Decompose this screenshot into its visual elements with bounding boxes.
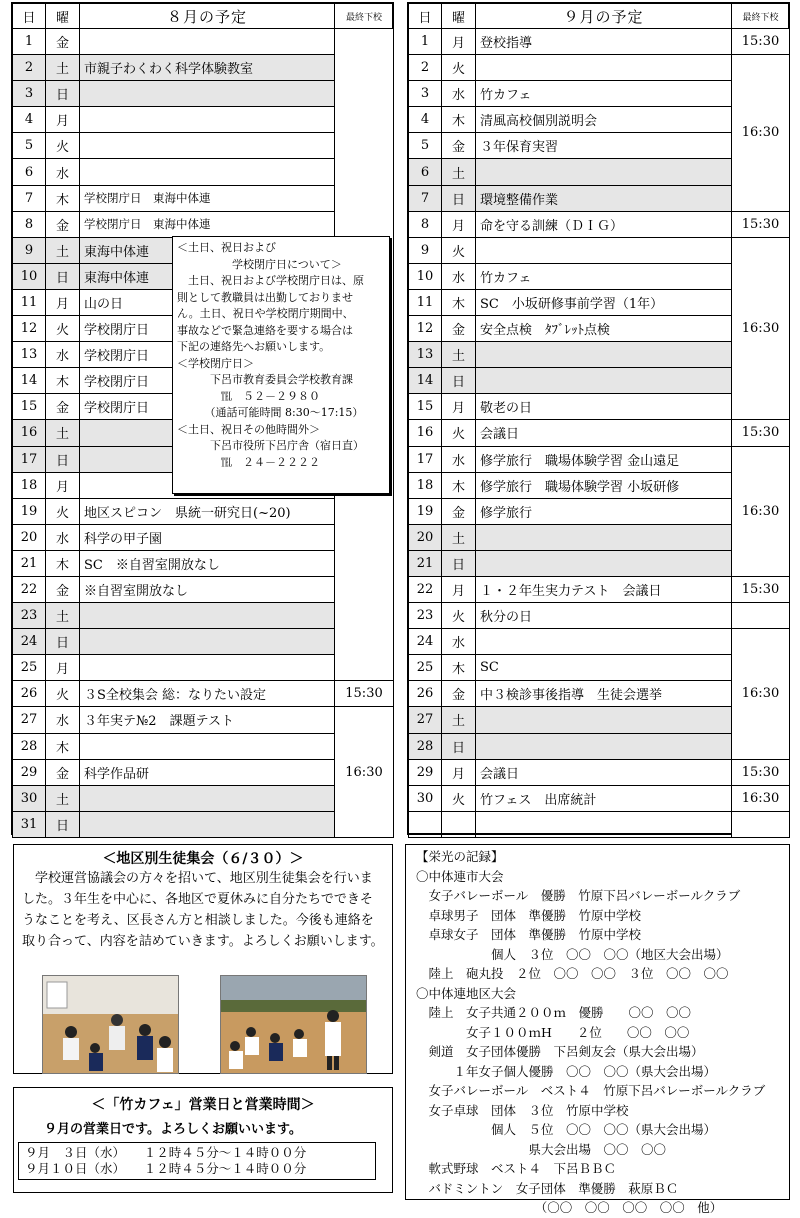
weekday-cell: 日 bbox=[442, 368, 476, 394]
weekday-cell: 火 bbox=[46, 316, 80, 342]
event-cell: 環境整備作業 bbox=[476, 185, 732, 211]
weekday-cell: 火 bbox=[46, 498, 80, 524]
record-line: （〇〇 〇〇 〇〇 〇〇 他） bbox=[416, 1200, 723, 1215]
weekday-cell: 日 bbox=[46, 446, 80, 472]
weekday-cell: 水 bbox=[442, 81, 476, 107]
record-line: 県大会出場 〇〇 〇〇 bbox=[416, 1141, 667, 1157]
weekday-cell: 土 bbox=[46, 420, 80, 446]
day-cell: 19 bbox=[13, 498, 46, 524]
schedule-row bbox=[409, 785, 790, 811]
day-cell: 2 bbox=[409, 55, 442, 81]
event-cell bbox=[476, 368, 732, 394]
event-cell: 秋分の日 bbox=[476, 603, 732, 629]
day-cell: 12 bbox=[13, 316, 46, 342]
schedule-row bbox=[409, 811, 790, 837]
cafe-title: ＜「竹カフェ」営業日と営業時間＞ bbox=[91, 1097, 315, 1113]
cafe-subtitle: ９月の営業日です。よろしくお願いいます。 bbox=[44, 1122, 302, 1137]
event-cell: １・２年生実力テスト 会議日 bbox=[476, 576, 732, 602]
weekday-cell: 木 bbox=[442, 107, 476, 133]
weekday-cell: 日 bbox=[442, 733, 476, 759]
record-line: 個人 ５位 〇〇 〇〇（県大会出場） bbox=[416, 1122, 717, 1137]
dismissal-time-cell: 15:30 bbox=[732, 420, 790, 446]
event-cell: 山の日 bbox=[80, 289, 335, 315]
day-cell: 28 bbox=[13, 733, 46, 759]
record-line: 〇中体連市大会 bbox=[416, 868, 504, 884]
weekday-cell: 木 bbox=[442, 655, 476, 681]
weekday-header: 曜 bbox=[442, 4, 476, 29]
event-cell: 科学の甲子園 bbox=[80, 524, 335, 550]
august-title: ８月の予定 bbox=[80, 4, 335, 29]
dismissal-time-cell bbox=[732, 811, 790, 837]
assembly-report-box bbox=[13, 844, 393, 1074]
weekday-cell: 土 bbox=[46, 603, 80, 629]
day-cell: 30 bbox=[13, 785, 46, 811]
dismissal-time-cell: 16:30 bbox=[335, 707, 394, 837]
day-cell: 17 bbox=[409, 446, 442, 472]
day-cell: 7 bbox=[13, 185, 46, 211]
record-line: 陸上 女子共通２００ｍ 優勝 〇〇 〇〇 bbox=[416, 1005, 692, 1020]
day-cell: 27 bbox=[409, 707, 442, 733]
weekday-cell: 月 bbox=[442, 394, 476, 420]
event-cell bbox=[476, 524, 732, 550]
day-cell: 16 bbox=[409, 420, 442, 446]
event-cell: 登校指導 bbox=[476, 29, 732, 55]
notice-line: ℡ ２４－２２２２ bbox=[177, 455, 320, 469]
event-cell: ３年実テ№2 課題テスト bbox=[80, 707, 335, 733]
weekday-cell: 金 bbox=[46, 576, 80, 602]
event-cell bbox=[476, 159, 732, 185]
day-cell: 25 bbox=[13, 655, 46, 681]
day-cell: 9 bbox=[409, 237, 442, 263]
notice-line: 土日、祝日および学校閉庁日は、原 bbox=[177, 274, 364, 287]
record-line: 女子バレーボール ベスト４ 竹原下呂バレーボールクラブ bbox=[416, 1083, 766, 1098]
day-cell: 13 bbox=[13, 342, 46, 368]
records-box bbox=[405, 844, 790, 1215]
assembly-title: ＜地区別生徒集会（６/３０）＞ bbox=[102, 851, 304, 867]
weekday-cell: 水 bbox=[46, 524, 80, 550]
event-cell bbox=[80, 629, 335, 655]
event-cell bbox=[476, 811, 732, 837]
day-cell: 11 bbox=[13, 289, 46, 315]
event-cell bbox=[80, 159, 335, 185]
weekday-cell: 月 bbox=[46, 655, 80, 681]
day-cell: 22 bbox=[13, 576, 46, 602]
event-cell: 科学作品研 bbox=[80, 759, 335, 785]
event-cell bbox=[476, 237, 732, 263]
day-cell: 4 bbox=[409, 107, 442, 133]
weekday-cell: 金 bbox=[442, 133, 476, 159]
weekday-cell: 月 bbox=[442, 759, 476, 785]
event-cell bbox=[476, 342, 732, 368]
weekday-cell: 金 bbox=[46, 394, 80, 420]
day-cell: 29 bbox=[13, 759, 46, 785]
september-title: ９月の予定 bbox=[476, 4, 732, 29]
day-cell: 4 bbox=[13, 107, 46, 133]
day-cell: 20 bbox=[409, 524, 442, 550]
day-cell: 27 bbox=[13, 707, 46, 733]
day-cell: 5 bbox=[13, 133, 46, 159]
event-cell: 学校閉庁日 東海中体連 bbox=[80, 185, 335, 211]
closure-notice-box bbox=[172, 236, 390, 494]
event-cell: SC 小坂研修事前学習（1年） bbox=[476, 289, 732, 315]
day-cell: 29 bbox=[409, 759, 442, 785]
day-cell: 18 bbox=[409, 472, 442, 498]
event-cell bbox=[80, 107, 335, 133]
record-line: 女子卓球 団体 ３位 竹原中学校 bbox=[416, 1102, 629, 1118]
schedule-row bbox=[409, 759, 790, 785]
weekday-cell: 金 bbox=[442, 498, 476, 524]
schedule-row bbox=[409, 29, 790, 55]
weekday-cell: 木 bbox=[46, 733, 80, 759]
weekday-cell: 水 bbox=[442, 629, 476, 655]
weekday-cell: 火 bbox=[442, 55, 476, 81]
day-cell: 30 bbox=[409, 785, 442, 811]
record-line: 個人 ３位 〇〇 〇〇（地区大会出場） bbox=[416, 946, 729, 962]
day-cell: 15 bbox=[409, 394, 442, 420]
schedule-row bbox=[13, 707, 394, 733]
event-cell bbox=[476, 550, 732, 576]
weekday-cell: 月 bbox=[442, 29, 476, 55]
notice-line: 下呂市教育委員会学校教育課 bbox=[177, 373, 353, 386]
weekday-cell: 日 bbox=[442, 550, 476, 576]
event-cell: 学校閉庁日 bbox=[80, 368, 335, 394]
weekday-cell: 月 bbox=[46, 472, 80, 498]
event-cell bbox=[80, 811, 335, 837]
schedule-row bbox=[13, 681, 394, 707]
weekday-cell: 火 bbox=[46, 133, 80, 159]
dismissal-time-cell: 15:30 bbox=[732, 29, 790, 55]
day-header: 日 bbox=[13, 4, 46, 29]
event-cell: 会議日 bbox=[476, 759, 732, 785]
dismissal-time-cell: 16:30 bbox=[732, 629, 790, 759]
event-cell bbox=[80, 81, 335, 107]
weekday-cell: 木 bbox=[442, 472, 476, 498]
day-cell: 11 bbox=[409, 289, 442, 315]
day-cell: 22 bbox=[409, 576, 442, 602]
event-cell: 市親子わくわく科学体験教室 bbox=[80, 55, 335, 81]
notice-line: 則として教職員は出勤しておりませ bbox=[177, 290, 353, 304]
day-cell: 14 bbox=[13, 368, 46, 394]
event-cell bbox=[476, 707, 732, 733]
day-cell: 5 bbox=[409, 133, 442, 159]
day-cell: 14 bbox=[409, 368, 442, 394]
event-cell: 学校閉庁日 bbox=[80, 394, 335, 420]
day-cell: 23 bbox=[13, 603, 46, 629]
weekday-cell bbox=[442, 811, 476, 837]
record-line: １年女子個人優勝 〇〇 〇〇（県大会出場） bbox=[416, 1063, 717, 1079]
day-cell: 31 bbox=[13, 811, 46, 837]
event-cell: SC bbox=[476, 655, 732, 681]
dismissal-time-cell: 15:30 bbox=[732, 759, 790, 785]
event-cell: 学校閉庁日 東海中体連 bbox=[80, 211, 335, 237]
dismissal-time-cell: 16:30 bbox=[732, 446, 790, 576]
day-cell: 24 bbox=[409, 629, 442, 655]
cafe-line: ９月 ３日（水） １２時４５分～１４時００分 bbox=[25, 1145, 307, 1160]
day-cell: 3 bbox=[13, 81, 46, 107]
weekday-cell: 火 bbox=[442, 603, 476, 629]
schedule-row bbox=[409, 446, 790, 472]
day-cell: 23 bbox=[409, 603, 442, 629]
event-cell bbox=[476, 55, 732, 81]
day-cell: 7 bbox=[409, 185, 442, 211]
day-cell: 26 bbox=[13, 681, 46, 707]
weekday-cell: 土 bbox=[442, 524, 476, 550]
event-cell: 会議日 bbox=[476, 420, 732, 446]
notice-line: （通話可能時間 8:30～17:15） bbox=[177, 406, 364, 419]
event-cell: 命を守る訓練（ＤＩＧ） bbox=[476, 211, 732, 237]
day-cell: 17 bbox=[13, 446, 46, 472]
assembly-photo-right bbox=[220, 975, 367, 1074]
day-cell: 8 bbox=[409, 211, 442, 237]
record-line: 剣道 女子団体優勝 下呂剣友会（県大会出場） bbox=[416, 1044, 704, 1059]
event-cell: SC ※自習室開放なし bbox=[80, 550, 335, 576]
notice-line: ＜土日、祝日および bbox=[177, 241, 276, 254]
record-line: 卓球女子 団体 準優勝 竹原中学校 bbox=[416, 927, 642, 942]
event-cell: 敬老の日 bbox=[476, 394, 732, 420]
event-cell bbox=[80, 785, 335, 811]
weekday-cell: 水 bbox=[442, 446, 476, 472]
notice-line: ん。土日、祝日や学校閉庁期間中、 bbox=[177, 307, 354, 320]
day-cell: 10 bbox=[13, 263, 46, 289]
weekday-cell: 金 bbox=[442, 316, 476, 342]
record-line: 〇中体連地区大会 bbox=[416, 985, 517, 1001]
event-cell bbox=[80, 29, 335, 55]
assembly-photo-left bbox=[42, 975, 179, 1074]
weekday-cell: 日 bbox=[46, 629, 80, 655]
day-cell: 12 bbox=[409, 316, 442, 342]
event-cell: 修学旅行 職場体験学習 小坂研修 bbox=[476, 472, 732, 498]
event-cell: 竹フェス 出席統計 bbox=[476, 785, 732, 811]
record-line: バドミントン 女子団体 準優勝 萩原ＢＣ bbox=[416, 1180, 679, 1196]
weekday-cell: 金 bbox=[46, 211, 80, 237]
dismissal-time-cell: 15:30 bbox=[732, 211, 790, 237]
event-cell: 竹カフェ bbox=[476, 81, 732, 107]
dismissal-time-cell: 15:30 bbox=[732, 576, 790, 602]
last-dismissal-header: 最終下校 bbox=[732, 4, 790, 29]
weekday-cell: 火 bbox=[442, 420, 476, 446]
dismissal-time-cell bbox=[732, 603, 790, 629]
event-cell: 学校閉庁日 bbox=[80, 316, 335, 342]
weekday-cell: 金 bbox=[442, 681, 476, 707]
weekday-cell: 木 bbox=[46, 368, 80, 394]
day-cell: 19 bbox=[409, 498, 442, 524]
weekday-cell: 水 bbox=[46, 707, 80, 733]
weekday-cell: 月 bbox=[442, 576, 476, 602]
event-cell: 東海中体連 bbox=[80, 237, 335, 263]
weekday-cell: 月 bbox=[46, 289, 80, 315]
event-cell: ３年保育実習 bbox=[476, 133, 732, 159]
schedule-row bbox=[13, 29, 394, 55]
event-cell: 修学旅行 職場体験学習 金山遠足 bbox=[476, 446, 732, 472]
event-cell: 安全点検 ﾀﾌﾞﾚｯﾄ点検 bbox=[476, 316, 732, 342]
last-dismissal-header: 最終下校 bbox=[335, 4, 394, 29]
schedule-row bbox=[409, 237, 790, 263]
event-cell bbox=[80, 133, 335, 159]
notice-line: ℡ ５２－２９８０ bbox=[177, 389, 320, 403]
weekday-cell: 月 bbox=[442, 211, 476, 237]
day-cell: 6 bbox=[13, 159, 46, 185]
day-cell: 26 bbox=[409, 681, 442, 707]
day-cell: 1 bbox=[13, 29, 46, 55]
weekday-cell: 土 bbox=[442, 159, 476, 185]
day-header: 日 bbox=[409, 4, 442, 29]
records-title: 【栄光の記録】 bbox=[416, 849, 504, 864]
day-cell: 25 bbox=[409, 655, 442, 681]
assembly-body: 学校運営協議会の方々を招いて、地区別生徒集会を行いました。３年生を中心に、各地区で夏休みに自分たちでできそうなことを考え、区長さん方と相談しました。今後も連絡を取り合って、内容を詰めていきます。よろしくお願いします。 bbox=[22, 871, 384, 949]
day-cell: 20 bbox=[13, 524, 46, 550]
event-cell: 東海中体連 bbox=[80, 263, 335, 289]
cafe-line: ９月１０日（水） １２時４５分～１４時００分 bbox=[25, 1161, 307, 1176]
day-cell: 28 bbox=[409, 733, 442, 759]
record-line: 女子バレーボール 優勝 竹原下呂バレーボールクラブ bbox=[416, 888, 741, 903]
day-cell: 13 bbox=[409, 342, 442, 368]
event-cell: ３S全校集会 総：なりたい設定 bbox=[80, 681, 335, 707]
event-cell: 清風高校個別説明会 bbox=[476, 107, 732, 133]
schedule-row bbox=[409, 55, 790, 81]
notice-line: ＜学校閉庁日＞ bbox=[177, 356, 254, 370]
notice-line: 学校閉庁日について＞ bbox=[177, 257, 342, 271]
weekday-cell: 水 bbox=[442, 263, 476, 289]
weekday-header: 曜 bbox=[46, 4, 80, 29]
day-cell: 21 bbox=[409, 550, 442, 576]
weekday-cell: 水 bbox=[46, 342, 80, 368]
event-cell: 竹カフェ bbox=[476, 263, 732, 289]
day-cell: 10 bbox=[409, 263, 442, 289]
schedule-row bbox=[409, 420, 790, 446]
event-cell: 修学旅行 bbox=[476, 498, 732, 524]
day-cell: 9 bbox=[13, 237, 46, 263]
day-cell: 3 bbox=[409, 81, 442, 107]
day-cell: 16 bbox=[13, 420, 46, 446]
notice-line: 下記の連絡先へお願いします。 bbox=[177, 340, 331, 353]
dismissal-time-cell: 16:30 bbox=[732, 237, 790, 420]
weekday-cell: 土 bbox=[46, 55, 80, 81]
weekday-cell: 水 bbox=[46, 159, 80, 185]
weekday-cell: 木 bbox=[442, 289, 476, 315]
notice-line: 下呂市役所下呂庁舎（宿日直） bbox=[177, 439, 364, 452]
event-cell bbox=[476, 629, 732, 655]
weekday-cell: 土 bbox=[442, 342, 476, 368]
day-cell: 15 bbox=[13, 394, 46, 420]
day-cell: 2 bbox=[13, 55, 46, 81]
weekday-cell: 日 bbox=[46, 263, 80, 289]
event-cell bbox=[80, 603, 335, 629]
day-cell: 1 bbox=[409, 29, 442, 55]
weekday-cell: 金 bbox=[46, 759, 80, 785]
weekday-cell: 土 bbox=[442, 707, 476, 733]
event-cell: ※自習室開放なし bbox=[80, 576, 335, 602]
event-cell bbox=[80, 655, 335, 681]
day-cell: 6 bbox=[409, 159, 442, 185]
weekday-cell: 日 bbox=[46, 81, 80, 107]
notice-line: 事故などで緊急連絡を要する場合は bbox=[177, 323, 353, 337]
weekday-cell: 金 bbox=[46, 29, 80, 55]
weekday-cell: 月 bbox=[46, 107, 80, 133]
weekday-cell: 土 bbox=[46, 237, 80, 263]
event-cell: 地区スピコン 県統一研究日(~20) bbox=[80, 498, 335, 524]
september-schedule-table bbox=[408, 3, 790, 838]
weekday-cell: 火 bbox=[442, 785, 476, 811]
dismissal-time-cell: 16:30 bbox=[732, 785, 790, 811]
day-cell: 21 bbox=[13, 550, 46, 576]
weekday-cell: 土 bbox=[46, 785, 80, 811]
day-cell bbox=[409, 811, 442, 837]
weekday-cell: 火 bbox=[442, 237, 476, 263]
cafe-schedule bbox=[18, 1142, 376, 1180]
day-cell: 8 bbox=[13, 211, 46, 237]
dismissal-time-cell: 15:30 bbox=[335, 681, 394, 707]
record-line: 軟式野球 ベスト４ 下呂ＢＢＣ bbox=[416, 1161, 617, 1176]
day-cell: 18 bbox=[13, 472, 46, 498]
schedule-row bbox=[409, 629, 790, 655]
weekday-cell: 日 bbox=[442, 185, 476, 211]
weekday-cell: 木 bbox=[46, 185, 80, 211]
event-cell bbox=[80, 733, 335, 759]
event-cell: 中３検診事後指導 生徒会選挙 bbox=[476, 681, 732, 707]
schedule-row bbox=[409, 211, 790, 237]
dismissal-time-cell: 16:30 bbox=[732, 55, 790, 212]
weekday-cell: 木 bbox=[46, 550, 80, 576]
event-cell: 学校閉庁日 bbox=[80, 342, 335, 368]
day-cell: 24 bbox=[13, 629, 46, 655]
record-line: 卓球男子 団体 準優勝 竹原中学校 bbox=[416, 907, 642, 923]
schedule-row bbox=[409, 603, 790, 629]
weekday-cell: 日 bbox=[46, 811, 80, 837]
weekday-cell: 火 bbox=[46, 681, 80, 707]
record-line: 女子１００ｍH ２位 〇〇 〇〇 bbox=[416, 1024, 690, 1040]
record-line: 陸上 砲丸投 ２位 〇〇 〇〇 ３位 〇〇 〇〇 bbox=[416, 966, 729, 981]
notice-line: ＜土日、祝日その他時間外＞ bbox=[177, 422, 320, 436]
schedule-row bbox=[409, 576, 790, 602]
event-cell bbox=[476, 733, 732, 759]
